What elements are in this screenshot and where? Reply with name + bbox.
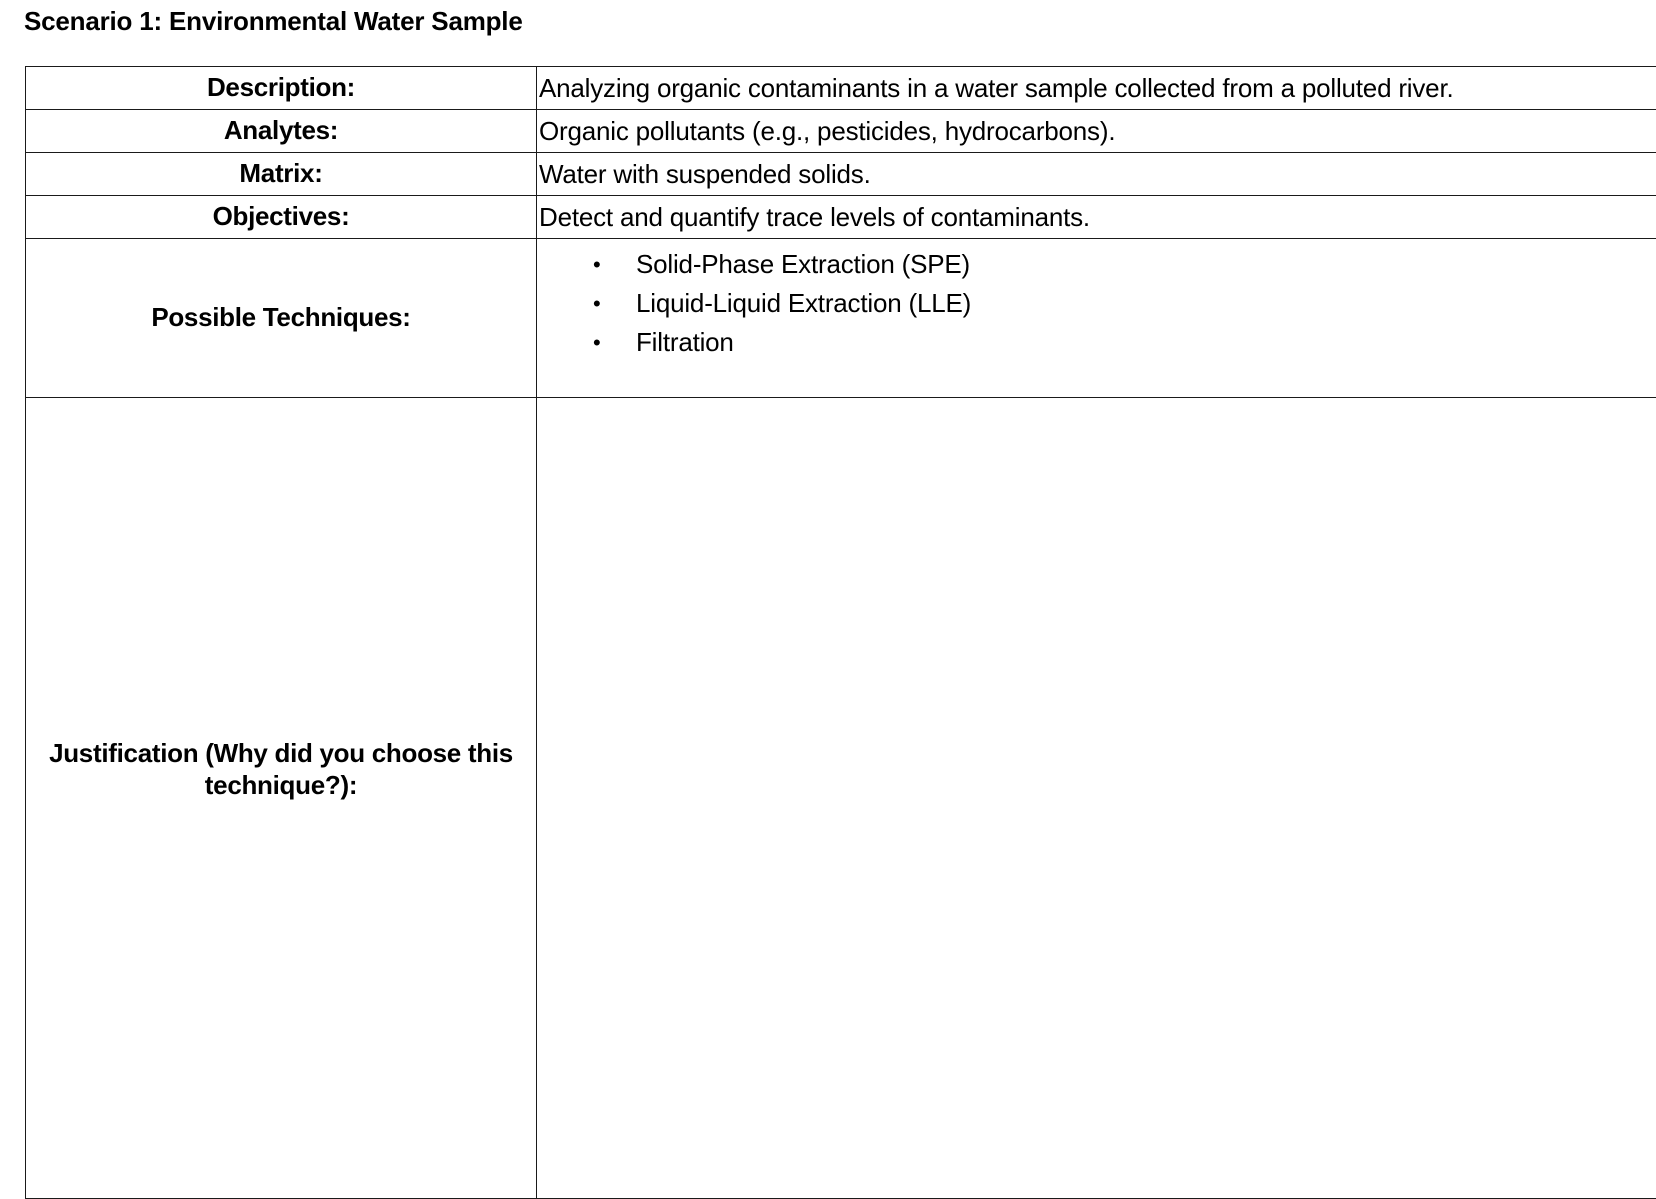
techniques-list (539, 245, 1656, 362)
objectives-label: Objectives: (26, 196, 537, 239)
table-row-techniques (26, 239, 1656, 398)
matrix-value: Water with suspended solids. (537, 153, 1656, 196)
scenario-table (25, 66, 1656, 1199)
techniques-value (537, 239, 1656, 398)
technique-label: Solid-Phase Extraction (SPE) (636, 249, 970, 279)
justification-label-line1: Justification (Why did you choose this (49, 738, 513, 768)
table-row-description (26, 67, 1656, 110)
justification-label (26, 398, 537, 1199)
table-row-analytes (26, 110, 1656, 153)
list-item-technique (539, 323, 1656, 362)
objectives-value: Detect and quantify trace levels of contaminants. (537, 196, 1656, 239)
justification-answer-field[interactable] (539, 398, 1656, 1198)
page-title: Scenario 1: Environmental Water Sample (24, 6, 523, 37)
technique-label: Liquid-Liquid Extraction (LLE) (636, 288, 971, 318)
list-item-technique (539, 245, 1656, 284)
justification-answer-cell[interactable] (537, 398, 1656, 1199)
table-row-objectives (26, 196, 1656, 239)
bullet-icon: • (593, 245, 601, 284)
matrix-label: Matrix: (26, 153, 537, 196)
technique-label: Filtration (636, 327, 734, 357)
description-value: Analyzing organic contaminants in a water sample collected from a polluted river. (537, 67, 1656, 110)
description-label: Description: (26, 67, 537, 110)
bullet-icon: • (593, 284, 601, 323)
list-item-technique (539, 284, 1656, 323)
table-row-justification (26, 398, 1656, 1199)
analytes-label: Analytes: (26, 110, 537, 153)
justification-label-line2: technique?): (205, 770, 357, 800)
table-row-matrix (26, 153, 1656, 196)
analytes-value: Organic pollutants (e.g., pesticides, hydrocarbons). (537, 110, 1656, 153)
bullet-icon: • (593, 323, 601, 362)
techniques-label: Possible Techniques: (26, 239, 537, 398)
